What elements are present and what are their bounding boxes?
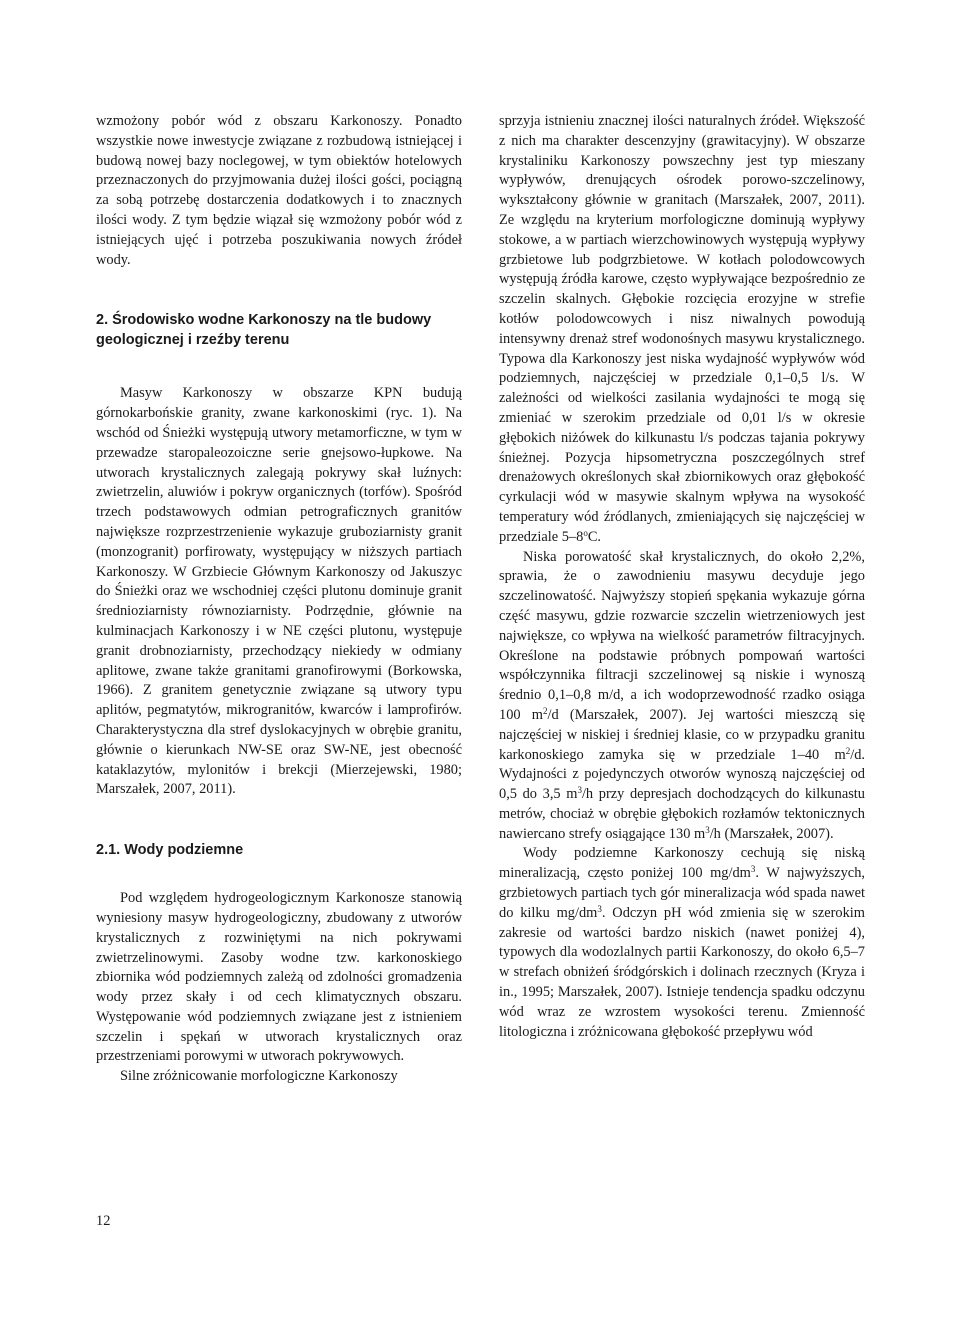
superscript: 2 — [845, 745, 851, 756]
text-run: . Odczyn pH wód zmienia się w szerokim zakresie od wartości bardzo niskich (nawet poniżej 4), typowych dla wodozlalnych partii Karkonoszy, do około 6,5–7 w strefach obniżeń śródgórskich i dolinach rzecznych (Kryza i in., 1995; Marszałek, 2007). Istnieje tendencja spadku odczynu wód wraz ze wzrostem wysokości terenu. Zmienność litologiczna i zróżnicowana głębokość przepływu wód — [499, 904, 865, 1040]
text-run: /h (Marszałek, 2007). — [709, 825, 834, 842]
paragraph-intro: wzmożony pobór wód z obszaru Karkonoszy. Ponadto wszystkie nowe inwestycje związane z rozbudową istniejącej i budową nowej bazy noclegowej, w tym obiektów hotelowych przeznaczonych do przyjmowania dużej ilości gości, pociągną za sobą potrzebę dostarczenia dodatkowych i to znacznych ilości wody. Z tym będzie wiązał się wzmożony pobór wód z istniejących ujęć i potrzeba poszukiwania nowych źródeł wody. — [96, 113, 462, 268]
paragraph-groundwater: Pod względem hydrogeologicznym Karkonosze stanowią wyniesiony masyw hydrogeologiczny, zbudowany z utworów krystalicznych z rozwiniętymi na nich pokrywami zwietrzelinowymi. Zasoby wodne tzw. karkonoskiego zbiornika wód podziemnych zależą od zdolności gromadzenia wody przez skały i od cech klimatycznych obszaru. Występowanie wód podziemnych związane jest z istnieniem szczelin i spękań w utworach krystalicznych oraz przestrzeniami porowymi w utworach pokrywowych. — [96, 890, 462, 1065]
text-run: C. — [587, 528, 602, 545]
superscript: 3 — [750, 864, 756, 875]
superscript: 3 — [577, 785, 582, 796]
paragraph-mineralization — [499, 844, 865, 1042]
text-run: /d. Wydajności z pojedynczych otworów wynoszą najczęściej od 0,5 do 3,5 m — [499, 746, 865, 803]
left-column — [96, 112, 462, 1087]
text-run: /d (Marszałek, 2007). Jej wartości mieszczą się najczęściej w niskiej i średniej klasie, co w przypadku granitu karkonoskiego zamyka się w przedziale 1–40 m — [499, 706, 865, 763]
text-run: /h przy depresjach dochodzących do kilkunastu metrów, chociaż w obrębie głębokich rozłamów tektonicznych nawiercano strefy osiągające 130 m — [499, 786, 865, 842]
page-number: 12 — [96, 1213, 111, 1229]
right-column — [499, 112, 865, 1042]
section-heading-2-1: 2.1. Wody podziemne — [96, 842, 244, 859]
superscript: o — [583, 527, 588, 538]
superscript: 3 — [597, 903, 602, 914]
text-run: sprzyja istnieniu znacznej ilości naturalnych źródeł. Większość z nich ma charakter descenzyjny (grawitacyjny). W obszarze krystaliniku Karkonoszy powszechny jest typ mieszany wypływów, drenujących ośrodek porowo-szczelinowy, wykształcony głównie w granitach (Marszałek, 2007, 2011). Ze względu na kryterium morfologiczne dominują wypływy stokowe, a w partiach wierzchowinowych występują wypływy grzbietowe lub podgrzbietowe. W kotłach polodowcowych występują źródła karowe, często wypływające bezpośrednio ze szczelin skalnych. Głębokie rozcięcia erozyjne w strefie kotłów polodowcowych i nisz niwalnych powodują intensywny drenaż stref wodonośnych masywu krystalicznego. Typowa dla Karkonoszy jest niska wydajność wypływów wód podziemnych, najczęściej w przedziale 0,1–0,5 l/s. W zależności od wielkości zasilania wydajności te mogą się zmieniać w szerokim przedziale od 0,01 l/s w okresie głębokich niżówek do kilkunastu l/s podczas tajania pokrywy śnieżnej. Pozycja hipsometryczna poszczególnych stref drenażowych określonych skał zbiornikowych oraz głębokość cyrkulacji wód w masywie skalnym wpływa na wysokość temperatury wód źródlanych, zmieniających się najczęściej w przedziale 5–8 — [499, 113, 865, 545]
paragraph-porosity — [499, 548, 865, 845]
paragraph-springs — [499, 112, 865, 548]
superscript: 2 — [543, 705, 548, 716]
text-run: Wody podziemne Karkonoszy cechują się niską mineralizacją, często poniżej 100 mg/dm — [499, 845, 865, 882]
superscript: 3 — [705, 824, 710, 835]
paragraph-geology: Masyw Karkonoszy w obszarze KPN budują górnokarbońskie granity, zwane karkonoskimi (ryc. 1). Na wschód od Śnieżki występują utwory metamorficzne, w tym w przewadze staropaleozoiczne serie gnejsowo-łupkowe. Na utworach krystalicznych zalegają pokrywy skał luźnych: zwietrzelin, aluwiów i pokryw organicznych (torfów). Spośród trzech podstawowych odmian petrograficznych granitów największe rozprzestrzenienie wykazuje gruboziarnisty granit (monzogranit) porfirowaty, występujący w niższych partiach Karkonoszy. W Grzbiecie Głównym Karkonoszy od Jakuszyc do Śnieżki oraz we wschodniej części plutonu dominuje granit średnioziarnisty równoziarnisty. Podrzędnie, głównie na kulminacjach Karkonoszy i w NE części plutonu, występuje granit drobnoziarnisty, przechodzący niekiedy w odmiany aplitowe, zwane także granitami granofirowymi (Borkowska, 1966). Z granitem genetycznie związane są utwory typu aplitów, pegmatytów, mikrogranitów, kwarców i lamprofirów. Charakterystyczna dla stref dyslokacyjnych w obrębie granitu, głównie o kierunkach NW-SE oraz SW-NE, jest obecność kataklazytów, mylonitów i brekcji (Mierzejewski, 1980; Marszałek, 2007, 2011). — [96, 385, 462, 798]
paragraph-morphology: Silne zróżnicowanie morfologiczne Karkonoszy — [120, 1068, 398, 1085]
text-run: . W najwyższych, grzbietowych partiach tych gór mineralizacja wód spada nawet do kilku mg/dm — [499, 865, 865, 921]
text-run: Niska porowatość skał krystalicznych, do około 2,2%, sprawia, że o zawodnieniu masywu decyduje jego szczelinowatość. Najwyższy stopień spękania wykazuje górna część masywu, gdzie rozwarcie szczelin wietrzeniowych jest największe, co wpływa na wielkość parametrów filtracyjnych. Określone na podstawie próbnych pompowań wartości współczynnika filtracji szczelinowej są niskie i wynoszą średnio 0,1–0,8 m/d, a ich wodoprzewodność rzadko osiąga 100 m — [499, 548, 865, 723]
section-heading-2: 2. Środowisko wodne Karkonoszy na tle budowy geologicznej i rzeźby terenu — [96, 312, 432, 349]
